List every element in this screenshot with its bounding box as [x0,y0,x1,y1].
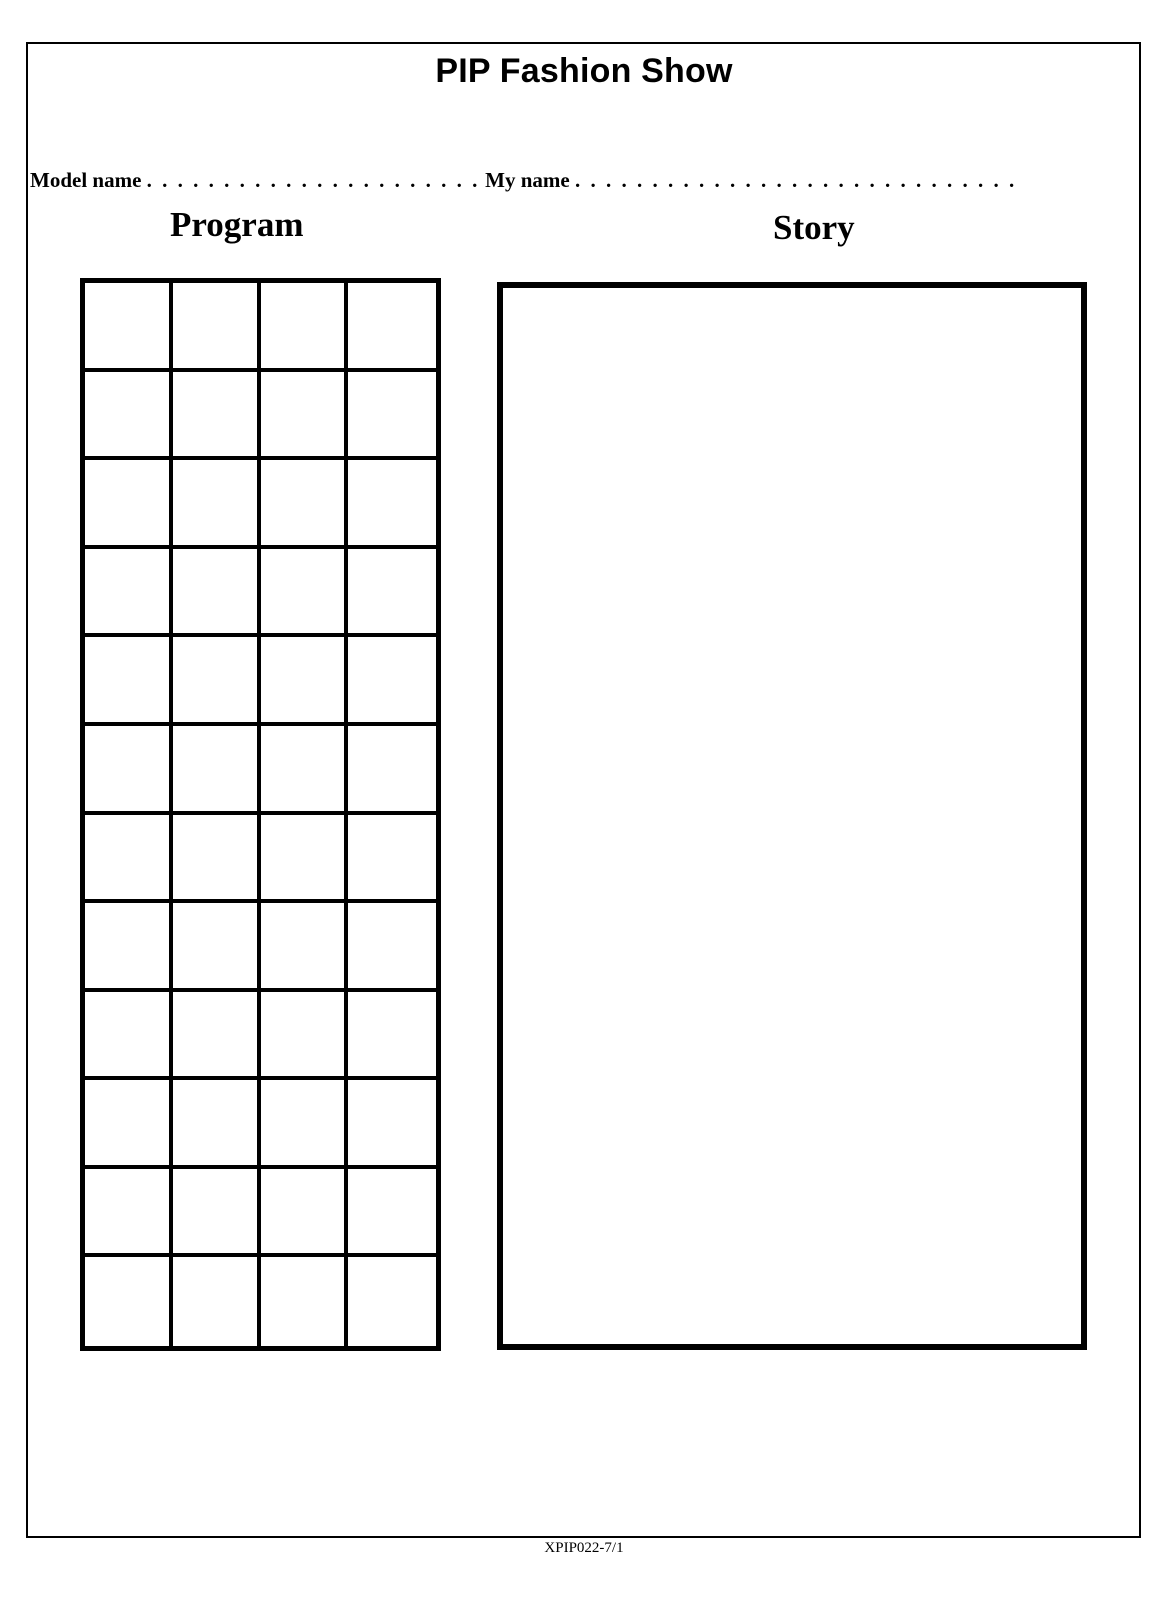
program-grid-cell[interactable] [348,283,436,372]
program-grid-cell[interactable] [173,903,261,992]
program-grid [80,278,441,1351]
program-grid-cell[interactable] [261,1257,349,1346]
program-grid-cell[interactable] [85,1169,173,1258]
program-heading: Program [170,205,304,244]
my-name-field[interactable]: . . . . . . . . . . . . . . . . . . . . . . . . . . . . . [574,168,1017,192]
program-grid-cell[interactable] [173,1257,261,1346]
program-grid-cell[interactable] [173,283,261,372]
program-grid-cell[interactable] [261,637,349,726]
program-grid-cell[interactable] [85,726,173,815]
story-heading: Story [773,208,855,247]
program-grid-cell[interactable] [85,460,173,549]
program-grid-cell[interactable] [261,726,349,815]
program-grid-cell[interactable] [261,992,349,1081]
program-grid-cell[interactable] [173,992,261,1081]
program-grid-cell[interactable] [348,726,436,815]
program-grid-cell[interactable] [85,992,173,1081]
program-grid-cell[interactable] [85,637,173,726]
model-name-field[interactable]: . . . . . . . . . . . . . . . . . . . . . . [146,168,480,192]
program-grid-cell[interactable] [261,1169,349,1258]
model-name-label: Model name [30,168,142,192]
program-grid-cell[interactable] [85,903,173,992]
program-grid-cell[interactable] [85,815,173,904]
program-grid-cell[interactable] [348,372,436,461]
program-grid-cell[interactable] [173,637,261,726]
program-grid-cell[interactable] [261,460,349,549]
my-name-label: My name [485,168,570,192]
story-box[interactable] [497,282,1087,1350]
program-grid-cell[interactable] [261,815,349,904]
program-grid-cell[interactable] [173,1169,261,1258]
program-grid-cell[interactable] [173,726,261,815]
program-grid-cell[interactable] [348,815,436,904]
names-line [30,168,1017,193]
program-grid-cell[interactable] [85,283,173,372]
program-grid-cell[interactable] [261,1080,349,1169]
program-grid-cell[interactable] [173,549,261,638]
program-grid-cell[interactable] [348,1257,436,1346]
program-grid-cell[interactable] [261,903,349,992]
document-code: XPIP022-7/1 [544,1540,624,1556]
program-grid-cell[interactable] [348,903,436,992]
program-grid-cell[interactable] [85,1257,173,1346]
program-grid-cell[interactable] [348,549,436,638]
program-grid-cell[interactable] [85,372,173,461]
program-grid-cell[interactable] [261,372,349,461]
program-grid-cell[interactable] [85,1080,173,1169]
program-grid-cell[interactable] [348,637,436,726]
program-grid-cell[interactable] [261,549,349,638]
program-grid-cell[interactable] [85,549,173,638]
program-grid-cell[interactable] [173,372,261,461]
program-grid-cell[interactable] [348,1169,436,1258]
program-grid-cell[interactable] [173,815,261,904]
page-title: PIP Fashion Show [435,52,733,90]
program-grid-cell[interactable] [348,992,436,1081]
program-grid-cell[interactable] [348,1080,436,1169]
program-grid-cell[interactable] [348,460,436,549]
program-grid-cell[interactable] [261,283,349,372]
program-grid-cell[interactable] [173,460,261,549]
program-grid-cell[interactable] [173,1080,261,1169]
